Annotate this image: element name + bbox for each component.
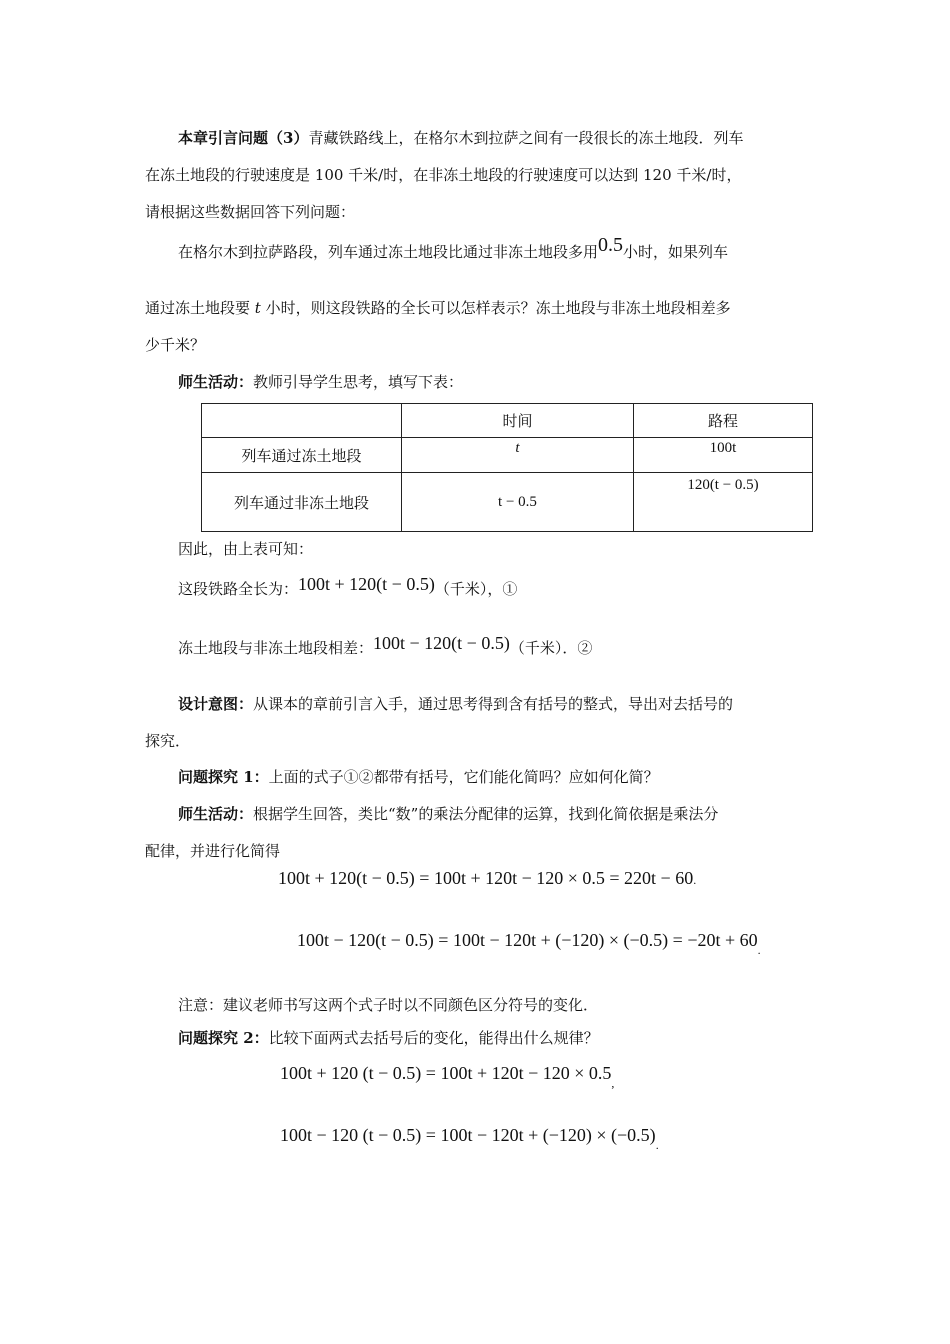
design-line-2: 探究．	[145, 732, 191, 750]
table-header-row	[202, 404, 813, 438]
intro-text: 在格尔木到拉萨路段，列车通过冻土地段比通过非冻土地段多用	[178, 243, 599, 261]
difference-line	[178, 633, 593, 659]
total-label: 这段铁路全长为：	[178, 580, 299, 598]
difference-label: 冻土地段与非冻土地段相差：	[178, 639, 374, 657]
intro-text: 小时，则这段铁路的全长可以怎样表示？冻土地段与非冻土地段相差多	[260, 299, 731, 317]
table-cell-distance: 100t	[634, 438, 813, 473]
difference-expression: 100t − 120(t − 0.5)	[373, 633, 510, 653]
equation-4	[280, 1124, 659, 1152]
table-header-cell	[202, 404, 402, 438]
equation-3	[280, 1062, 615, 1090]
intro-line-5	[145, 297, 731, 319]
intro-text: 青藏铁路线上，在格尔木到拉萨之间有一段很长的冻土地段．列车	[308, 129, 744, 147]
table-cell-label: 列车通过冻土地段	[202, 438, 402, 473]
question-label: 问题探究 1：	[178, 768, 269, 786]
question-text: 比较下面两式去括号后的变化，能得出什么规律？	[268, 1029, 599, 1047]
table-header-cell: 路程	[634, 404, 813, 438]
math-variable: t	[254, 299, 261, 317]
equation-1	[278, 867, 696, 891]
total-unit: （千米），①	[434, 580, 518, 598]
table-cell-time: t − 0.5	[402, 473, 634, 532]
design-line-1	[178, 693, 733, 715]
design-label: 设计意图：	[178, 695, 254, 713]
intro-line-6: 少千米？	[145, 336, 206, 354]
intro-line-4	[178, 234, 729, 263]
equation-text: 100t − 120(t − 0.5) = 100t − 120t + (−120) × (−0.5) = −20t + 60	[297, 930, 758, 950]
equation-comma: ,	[611, 1076, 615, 1090]
intro-text: 通过冻土地段要	[145, 299, 255, 317]
table-header-cell: 时间	[402, 404, 634, 438]
design-text: 从课本的章前引言入手，通过思考得到含有括号的整式，导出对去括号的	[253, 695, 734, 713]
activity-line-1	[178, 371, 463, 393]
question-2-line	[178, 1027, 599, 1049]
equation-period: .	[693, 873, 697, 887]
activity-text: 教师引导学生思考，填写下表：	[253, 373, 464, 391]
equation-period: .	[655, 1138, 659, 1152]
intro-line-2: 在冻土地段的行驶速度是 100 千米/时，在非冻土地段的行驶速度可以达到 120 千米/时，	[145, 166, 742, 184]
equation-text: 100t − 120 (t − 0.5) = 100t − 120t + (−120) × (−0.5)	[280, 1125, 656, 1145]
total-length-line	[178, 574, 518, 600]
conclusion-intro: 因此，由上表可知：	[178, 540, 314, 558]
activity-line-2	[178, 803, 718, 825]
table-row	[202, 473, 813, 532]
intro-text: 小时，如果列车	[623, 243, 729, 261]
math-value: 0.5	[598, 234, 624, 256]
question-label: 问题探究 2：	[178, 1029, 269, 1047]
question-text: 上面的式子①②都带有括号，它们能化简吗？应如何化简？	[268, 768, 659, 786]
difference-unit: （千米）．②	[509, 639, 593, 657]
total-expression: 100t + 120(t − 0.5)	[298, 574, 435, 594]
activity-label: 师生活动：	[178, 805, 254, 823]
equation-text: 100t + 120(t − 0.5) = 100t + 120t − 120 × 0.5 = 220t − 60	[278, 868, 694, 888]
equation-period: .	[757, 943, 761, 957]
intro-heading: 本章引言问题（3）	[178, 129, 309, 147]
activity-label: 师生活动：	[178, 373, 254, 391]
data-table	[201, 403, 813, 532]
question-1-line	[178, 766, 659, 788]
table-row	[202, 438, 813, 473]
table-cell-distance: 120(t − 0.5)	[634, 473, 813, 532]
activity-text: 根据学生回答，类比“数”的乘法分配律的运算，找到化简依据是乘法分	[253, 805, 719, 823]
table-cell-label: 列车通过非冻土地段	[202, 473, 402, 532]
note-line: 注意：建议老师书写这两个式子时以不同颜色区分符号的变化．	[178, 996, 599, 1014]
intro-line-3: 请根据这些数据回答下列问题：	[145, 203, 356, 221]
equation-text: 100t + 120 (t − 0.5) = 100t + 120t − 120 × 0.5	[280, 1063, 612, 1083]
intro-line-1	[178, 127, 743, 149]
activity-line-3: 配律，并进行化简得	[145, 842, 281, 860]
equation-2	[297, 929, 761, 957]
table-cell-time: t	[402, 438, 634, 473]
